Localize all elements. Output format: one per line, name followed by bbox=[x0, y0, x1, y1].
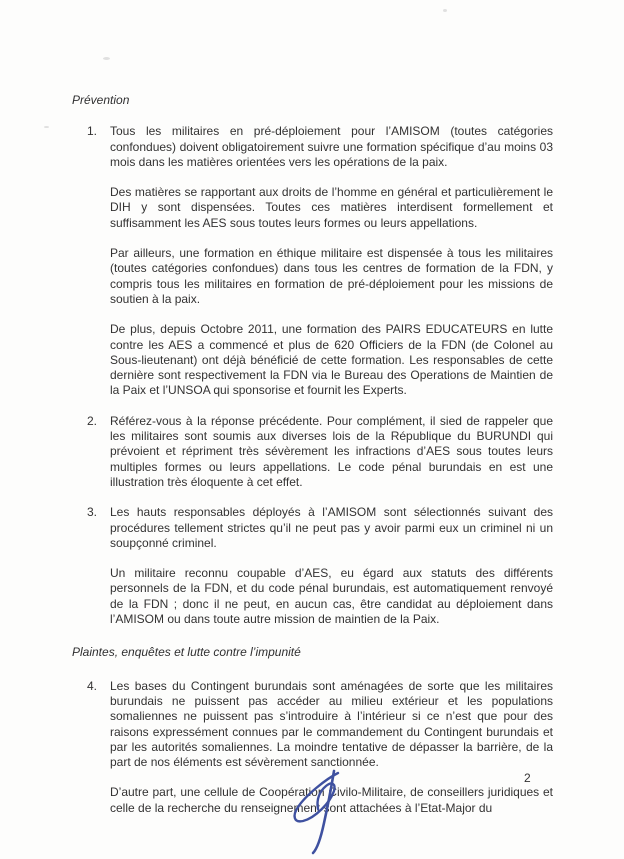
paragraph: Tous les militaires en pré-déploiement pour l’AMISOM (toutes catégories confondues) doivent obligatoirement suivre une formation spécifique d’au moins 03 mois dans les matières orientées vers les opérations de la paix. bbox=[110, 124, 553, 169]
paragraph: De plus, depuis Octobre 2011, une formation des PAIRS EDUCATEURS en lutte contre les AES a commencé et plus de 620 Officiers de la FDN (de Colonel au Sous-lieutenant) ont déjà bénéficié de cette formation. Les responsables de cette dernière sont respectivement la FDN via le Bureau des Operations de Maintien de la Paix et l’UNSOA qui sponsorise et fournit les Experts. bbox=[110, 322, 553, 398]
section-heading-plaintes: Plaintes, enquêtes et lutte contre l’impunité bbox=[72, 645, 301, 660]
scan-speck bbox=[44, 126, 49, 128]
item-number: 1. bbox=[87, 124, 98, 139]
item-number: 4. bbox=[87, 678, 98, 693]
section-heading-prevention: Prévention bbox=[72, 93, 130, 107]
document-body bbox=[72, 93, 553, 831]
page-number: 2 bbox=[524, 771, 531, 785]
scan-speck bbox=[103, 57, 110, 60]
paragraph: Les bases du Contingent burundais sont aménagées de sorte que les militaires burundais ne puissent pas accéder au milieu extérieur et les populations somaliennes ne puissent pas s’introduire à l’intérieur si ce n’est que pour des raisons expressément connues par le commandement du Contingent burundais et par les autorités somaliennes. La moindre tentative de dépasser la barrière, de la part de nos éléments est sévèrement sanctionnée. bbox=[110, 678, 553, 770]
paragraph: Par ailleurs, une formation en éthique militaire est dispensée à tous les militaires (toutes catégories confondues) dans tous les centres de formation de la FDN, y compris tous les militaires en formation de pré-déploiement pour les missions de soutien à la paix. bbox=[110, 246, 553, 306]
scan-speck bbox=[443, 9, 447, 12]
signature-scribble-icon bbox=[272, 765, 372, 859]
paragraph: D’autre part, une cellule de Coopération Civilo-Militaire, de conseillers juridiques et celle de la recherche du renseignement sont attachées à l’Etat-Major du bbox=[110, 785, 553, 815]
item-number: 2. bbox=[87, 413, 98, 428]
item-number: 3. bbox=[87, 505, 98, 520]
paragraph: Référez-vous à la réponse précédente. Pour complément, il sied de rappeler que les militaires sont soumis aux diverses lois de la République du BURUNDI qui prévoient et répriment très sévèrement les infractions d’AES sous toutes leurs multiples formes ou leurs appellations. Le code pénal burundais en est une illustration très éloquente à cet effet. bbox=[110, 413, 553, 489]
paragraph: Des matières se rapportant aux droits de l’homme en général et particulièrement le DIH y sont dispensées. Toutes ces matières interdisent formellement et suffisamment les AES sous toutes leurs formes ou leurs appellations. bbox=[110, 185, 553, 230]
paragraph: Les hauts responsables déployés à l’AMISOM sont sélectionnés suivant des procédures tellement strictes qu’il ne peut pas y avoir parmi eux un criminel ni un soupçonné criminel. bbox=[110, 505, 553, 550]
list-item-2 bbox=[72, 414, 553, 490]
paragraph: Un militaire reconnu coupable d’AES, eu égard aux statuts des différents personnels de la FDN, et du code pénal burundais, est automatiquement renvoyé de la FDN ; donc il ne peut, en aucun cas, être candidat au déploiement dans l’AMISOM ou dans toute autre mission de maintien de la Paix. bbox=[110, 566, 553, 627]
list-item-1 bbox=[72, 124, 553, 398]
list-item-3 bbox=[72, 505, 553, 627]
